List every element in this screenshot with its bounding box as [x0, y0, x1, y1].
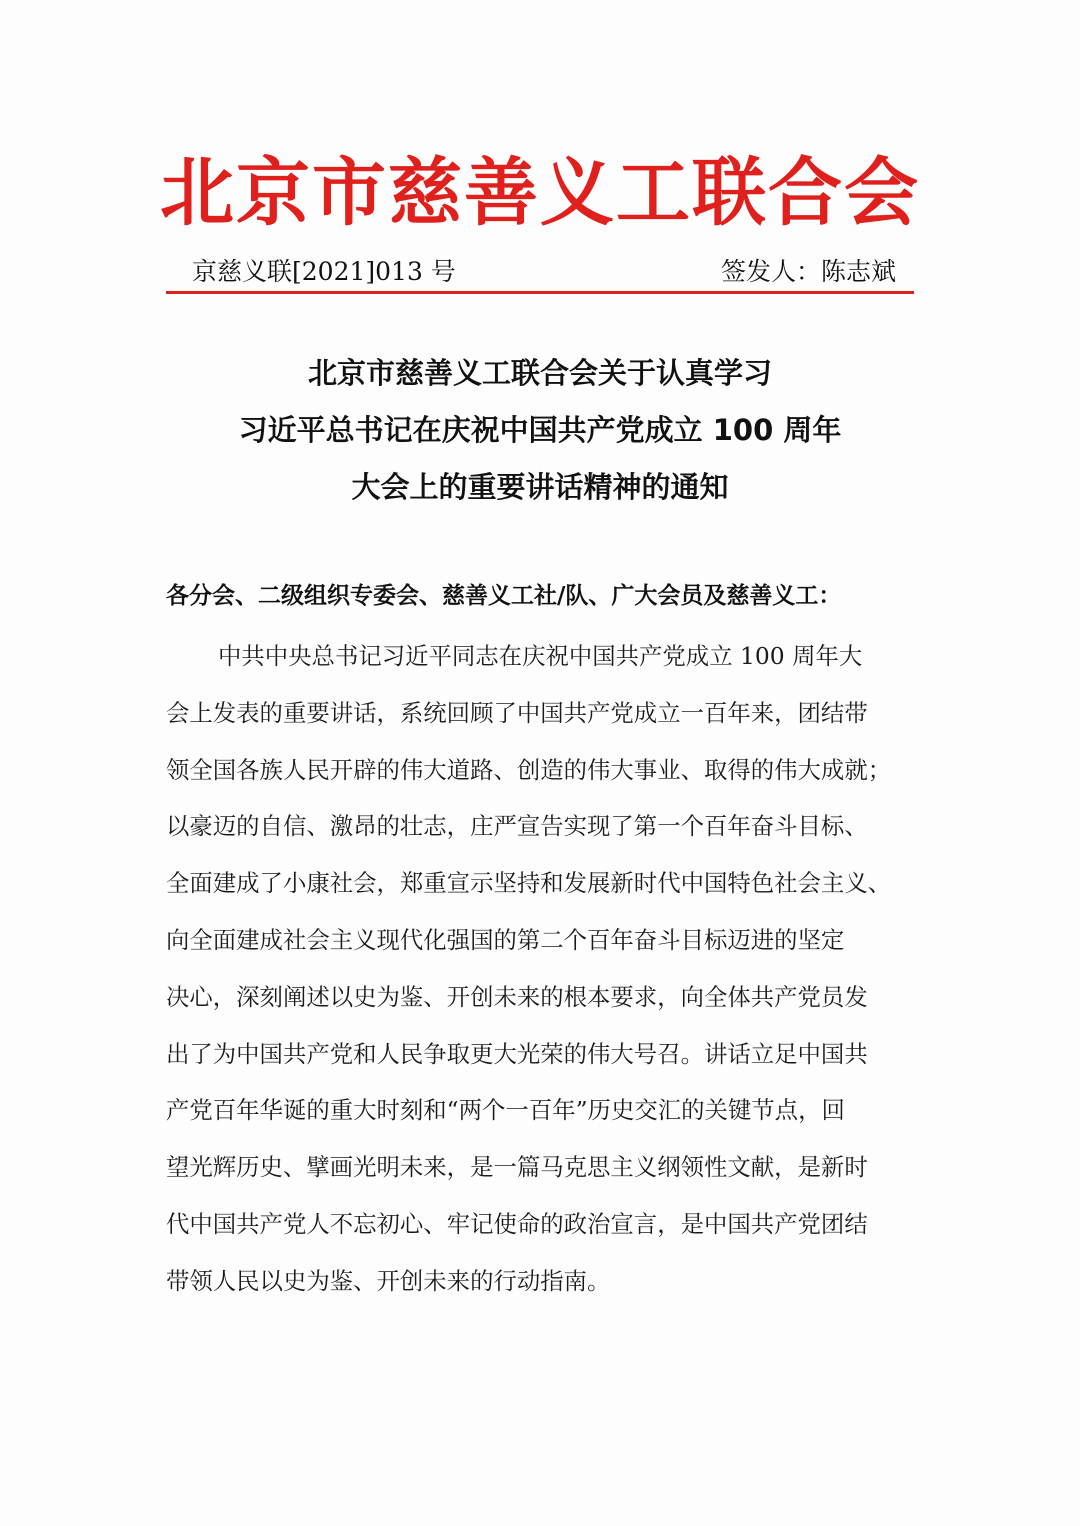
salutation: 各分会、二级组织专委会、慈善义工社/队、广大会员及慈善义工： [166, 582, 842, 609]
body-line: 望光辉历史、擘画光明未来，是一篇马克思主义纲领性文献，是新时 [166, 1153, 868, 1182]
body-line: 领全国各族人民开辟的伟大道路、创造的伟大事业、取得的伟大成就； [166, 755, 892, 784]
body-line: 代中国共产党人不忘初心、牢记使命的政治宣言，是中国共产党团结 [166, 1209, 868, 1238]
body-line: 以豪迈的自信、激昂的壮志，庄严宣告实现了第一个百年奋斗目标、 [166, 812, 868, 841]
body-line: 决心，深刻阐述以史为鉴、开创未来的根本要求，向全体共产党员发 [166, 982, 868, 1011]
body-line: 向全面建成社会主义现代化强国的第二个百年奋斗目标迈进的坚定 [166, 925, 845, 954]
body-line: 出了为中国共产党和人民争取更大光荣的伟大号召。讲话立足中国共 [166, 1039, 868, 1068]
body-line: 产党百年华诞的重大时刻和“两个一百年”历史交汇的关键节点，回 [166, 1096, 845, 1125]
body-line: 会上发表的重要讲话，系统回顾了中国共产党成立一百年来，团结带 [166, 698, 868, 727]
title-line: 大会上的重要讲话精神的通知 [351, 470, 729, 504]
issuer-signature-line: 签发人：陈志斌 [720, 257, 896, 286]
red-divider-line [166, 291, 914, 294]
document-meta-row [192, 252, 896, 292]
organization-header: 北京市慈善义工联合会 [160, 150, 920, 236]
title-line: 习近平总书记在庆祝中国共产党成立 100 周年 [238, 413, 842, 447]
body-line: 中共中央总书记习近平同志在庆祝中国共产党成立 100 周年大 [218, 642, 863, 670]
title-line: 北京市慈善义工联合会关于认真学习 [307, 356, 772, 390]
body-line: 全面建成了小康社会，郑重宣示坚持和发展新时代中国特色社会主义、 [166, 869, 892, 898]
document-number: 京慈义联[2021]013 号 [192, 257, 456, 286]
body-line: 带领人民以史为鉴、开创未来的行动指南。 [166, 1266, 611, 1295]
body-paragraph [166, 628, 928, 1310]
document-title [0, 345, 1080, 516]
